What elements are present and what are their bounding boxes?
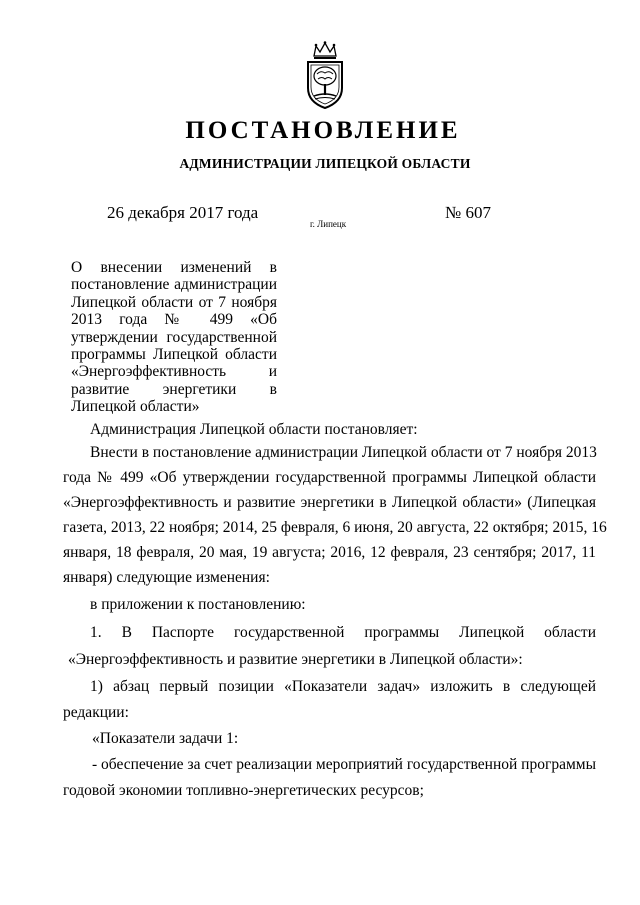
- body-paragraph: в приложении к постановлению:: [90, 596, 306, 613]
- paragraph-line: «Энергоэффективность и развитие энергетики в Липецкой области» (Липецкая: [63, 494, 596, 511]
- paragraph-line: января, 18 февраля, 20 мая, 19 августа; 2016, 12 февраля, 23 сентября; 2017, 11: [63, 544, 596, 561]
- subject-line: утверждении государственной: [71, 328, 277, 346]
- document-subject: [71, 259, 277, 416]
- subject-line: Липецкой области»: [71, 398, 200, 416]
- document-city: г. Липецк: [310, 219, 347, 229]
- coat-of-arms-icon: [300, 40, 350, 110]
- subject-line: развитие энергетики в: [71, 380, 277, 398]
- paragraph-line: газета, 2013, 22 ноября; 2014, 25 февраля, 6 июня, 20 августа, 22 октября; 2015, 16: [63, 519, 607, 536]
- bullet-line: годовой экономии топливно-энергетических ресурсов;: [63, 782, 424, 799]
- subitem-line: 1) абзац первый позиции «Показатели задач» изложить в следующей: [90, 678, 596, 695]
- bullet-line: - обеспечение за счет реализации мероприятий государственной программы: [92, 756, 596, 773]
- document-number: № 607: [445, 203, 491, 222]
- quote-title: «Показатели задачи 1:: [92, 730, 239, 747]
- paragraph-line: января) следующие изменения:: [63, 569, 270, 586]
- item-line: «Энергоэффективность и развитие энергетики в Липецкой области»:: [68, 651, 523, 668]
- body-intro: Администрация Липецкой области постановляет:: [90, 421, 418, 438]
- item-line: 1. В Паспорте государственной программы Липецкой области: [90, 624, 596, 641]
- paragraph-line: года № 499 «Об утверждении государственной программы Липецкой области: [63, 469, 596, 486]
- subitem-line: редакции:: [63, 704, 129, 721]
- document-subtitle: АДМИНИСТРАЦИИ ЛИПЕЦКОЙ ОБЛАСТИ: [179, 156, 471, 171]
- subject-line: программы Липецкой области: [71, 345, 277, 363]
- document-date: 26 декабря 2017 года: [107, 203, 259, 222]
- subject-line: Липецкой области от 7 ноября: [71, 293, 277, 311]
- subject-line: «Энергоэффективность и: [71, 363, 277, 381]
- subject-line: О внесении изменений в: [71, 259, 277, 276]
- subject-line: постановление администрации: [71, 276, 277, 294]
- subject-line: 2013 года № 499 «Об: [71, 311, 277, 329]
- paragraph-line: Внести в постановление администрации Липецкой области от 7 ноября 2013: [90, 444, 597, 461]
- document-title: ПОСТАНОВЛЕНИЕ: [185, 117, 461, 144]
